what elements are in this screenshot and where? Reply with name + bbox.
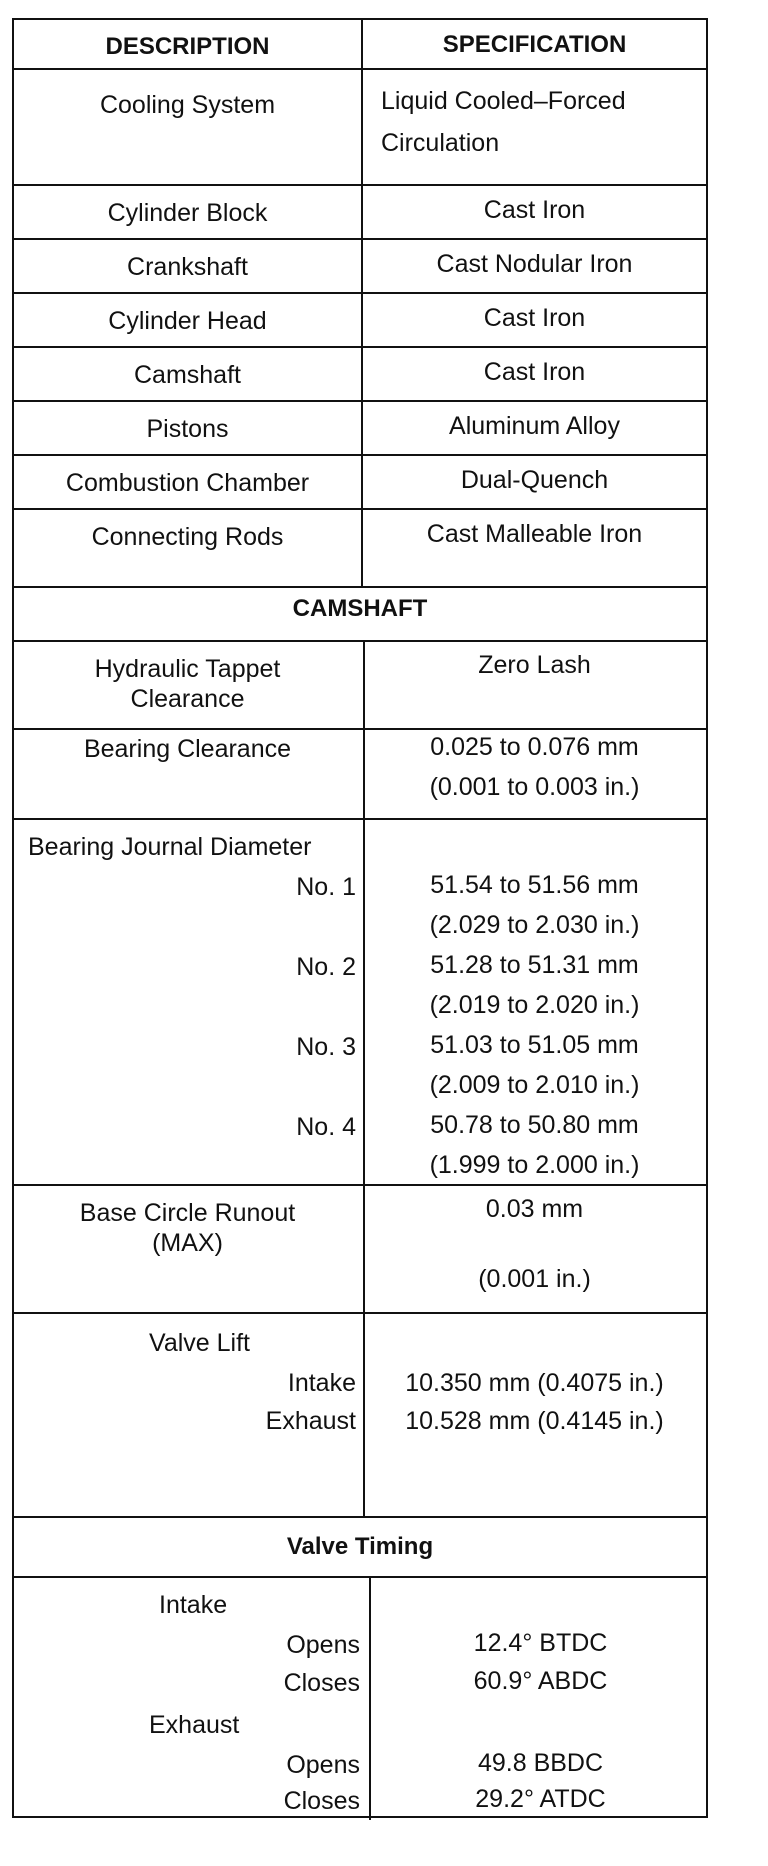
row-label-cylinder-block: Cylinder Block	[107, 199, 268, 227]
row-divider	[14, 508, 706, 510]
row-divider	[14, 818, 706, 820]
timing-exhaust-closes: 29.2° ATDC	[475, 1785, 606, 1813]
timing-exhaust-label: Exhaust	[149, 1711, 240, 1739]
runout-imperial: (0.001 in.)	[478, 1265, 591, 1293]
timing-exhaust-opens-label: Opens	[286, 1751, 360, 1779]
journal-no-2: No. 2	[296, 953, 356, 981]
timing-intake-opens-label: Opens	[286, 1631, 360, 1659]
journal-no-3-metric: 51.03 to 51.05 mm	[430, 1031, 639, 1059]
row-spec-cylinder-head: Cast Iron	[483, 304, 586, 332]
journal-no-3: No. 3	[296, 1033, 356, 1061]
timing-intake-closes-label: Closes	[283, 1669, 360, 1697]
row-spec-connecting-rods: Cast Malleable Iron	[426, 520, 643, 548]
row-divider	[14, 292, 706, 294]
row-divider	[14, 1516, 706, 1518]
journal-no-4-metric: 50.78 to 50.80 mm	[430, 1111, 639, 1139]
row-label-crankshaft: Crankshaft	[127, 253, 248, 281]
row-label-combustion-chamber: Combustion Chamber	[65, 469, 310, 497]
row-spec-camshaft: Cast Iron	[483, 358, 586, 386]
row-spec-cooling-system: Liquid Cooled–Forced	[381, 87, 626, 115]
valve-timing-title: Valve Timing	[286, 1533, 434, 1560]
valve-lift-label: Valve Lift	[149, 1329, 250, 1357]
timing-exhaust-closes-label: Closes	[283, 1787, 360, 1815]
journal-no-1: No. 1	[296, 873, 356, 901]
runout-label: Base Circle Runout	[79, 1199, 296, 1227]
journal-no-4-imperial: (1.999 to 2.000 in.)	[429, 1151, 640, 1179]
row-divider	[14, 68, 706, 70]
spec-table	[12, 18, 708, 1818]
row-spec-combustion-chamber: Dual-Quench	[460, 466, 609, 494]
camshaft-section-title: CAMSHAFT	[292, 595, 428, 622]
journal-diameter-label: Bearing Journal Diameter	[28, 833, 312, 861]
row-divider	[14, 586, 706, 588]
specification-header: SPECIFICATION	[442, 31, 627, 58]
row-label-camshaft: Camshaft	[134, 361, 241, 389]
journal-no-2-metric: 51.28 to 51.31 mm	[430, 951, 639, 979]
row-spec-crankshaft: Cast Nodular Iron	[436, 250, 633, 278]
row-label-connecting-rods: Connecting Rods	[91, 523, 284, 551]
valve-lift-exhaust-label: Exhaust	[265, 1407, 356, 1435]
journal-no-1-imperial: (2.029 to 2.030 in.)	[429, 911, 640, 939]
row-spec-cylinder-block: Cast Iron	[483, 196, 586, 224]
valve-lift-intake-label: Intake	[287, 1369, 356, 1397]
runout-metric: 0.03 mm	[485, 1195, 584, 1223]
row-spec-pistons: Aluminum Alloy	[449, 412, 620, 440]
row-divider	[14, 346, 706, 348]
row-divider	[14, 184, 706, 186]
row-label-cylinder-head: Cylinder Head	[108, 307, 267, 335]
row-divider	[14, 1576, 706, 1578]
row-label-cooling-system: Cooling System	[99, 91, 276, 119]
row-divider	[14, 454, 706, 456]
row-divider	[14, 640, 706, 642]
tappet-spec: Zero Lash	[478, 651, 591, 679]
bearing-clearance-imperial: (0.001 to 0.003 in.)	[429, 773, 640, 801]
row-divider	[14, 728, 706, 730]
valve-lift-intake-value: 10.350 mm (0.4075 in.)	[405, 1369, 664, 1397]
bearing-clearance-label: Bearing Clearance	[83, 735, 292, 763]
tappet-label-2: Clearance	[130, 685, 245, 713]
row-divider	[14, 1312, 706, 1314]
row-label-pistons: Pistons	[146, 415, 229, 443]
row-spec-cooling-system-2: Circulation	[381, 129, 500, 157]
tappet-label: Hydraulic Tappet	[94, 655, 281, 683]
journal-no-2-imperial: (2.019 to 2.020 in.)	[429, 991, 640, 1019]
description-header: DESCRIPTION	[105, 33, 270, 60]
timing-intake-label: Intake	[159, 1591, 228, 1619]
timing-intake-opens: 12.4° BTDC	[473, 1629, 608, 1657]
row-divider	[14, 400, 706, 402]
journal-no-1-metric: 51.54 to 51.56 mm	[430, 871, 639, 899]
valve-lift-exhaust-value: 10.528 mm (0.4145 in.)	[405, 1407, 664, 1435]
timing-exhaust-opens: 49.8 BBDC	[477, 1749, 604, 1777]
bearing-clearance-metric: 0.025 to 0.076 mm	[430, 733, 639, 761]
journal-no-4: No. 4	[296, 1113, 356, 1141]
runout-label-2: (MAX)	[152, 1229, 223, 1257]
row-divider	[14, 1184, 706, 1186]
timing-intake-closes: 60.9° ABDC	[473, 1667, 608, 1695]
row-divider	[14, 238, 706, 240]
journal-no-3-imperial: (2.009 to 2.010 in.)	[429, 1071, 640, 1099]
